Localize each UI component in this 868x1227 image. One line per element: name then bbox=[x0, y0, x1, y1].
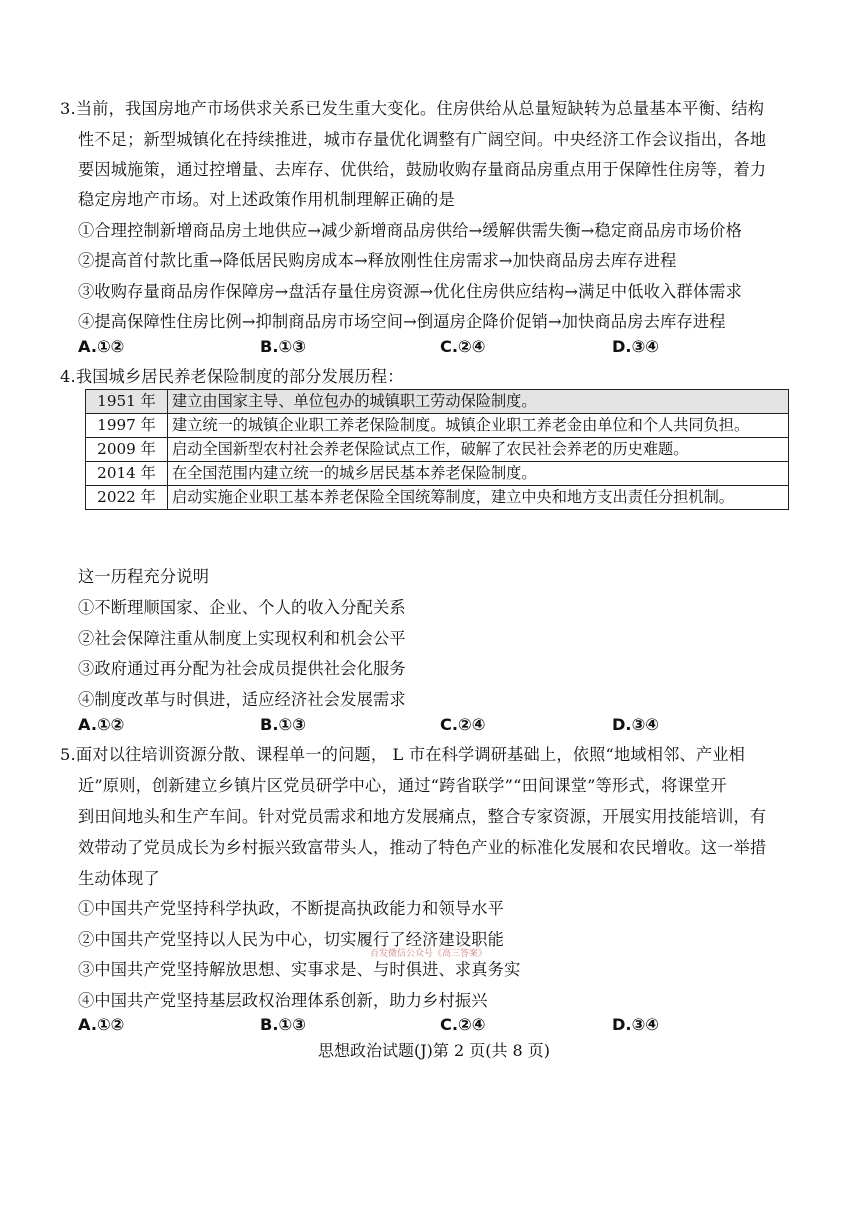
table-row bbox=[86, 462, 789, 486]
table-text: 建立由国家主导、单位包办的城镇职工劳动保险制度。 bbox=[168, 390, 789, 414]
table-row bbox=[86, 390, 789, 414]
q4-prompt: 这一历程充分说明 bbox=[78, 567, 210, 586]
q5-option-3: ③中国共产党坚持解放思想、实事求是、与时俱进、求真务实 bbox=[78, 960, 521, 979]
table-row bbox=[86, 414, 789, 438]
q5-option-1: ①中国共产党坚持科学执政，不断提高执政能力和领导水平 bbox=[78, 899, 505, 918]
table-row bbox=[86, 438, 789, 462]
q4-option-1: ①不断理顺国家、企业、个人的收入分配关系 bbox=[78, 598, 406, 617]
q3-choice-b: B.①③ bbox=[260, 337, 306, 356]
table-year: 2009 年 bbox=[86, 438, 168, 462]
q3-option-4: ④提高保障性住房比例→抑制商品房市场空间→倒逼房企降价促销→加快商品房去库存进程 bbox=[78, 312, 726, 331]
q4-choice-d: D.③④ bbox=[612, 715, 659, 734]
q4-choice-c: C.②④ bbox=[440, 715, 486, 734]
q5-choice-d: D.③④ bbox=[612, 1015, 659, 1034]
q3-option-1: ①合理控制新增商品房土地供应→减少新增商品房供给→缓解供需失衡→稳定商品房市场价格 bbox=[78, 221, 743, 240]
q5-stem-line-2: 近”原则，创新建立乡镇片区党员研学中心，通过“跨省联学”“田间课堂”等形式，将课堂开 bbox=[78, 776, 727, 795]
q5-choice-b: B.①③ bbox=[260, 1015, 306, 1034]
page-footer: 思想政治试题(J)第 2 页(共 8 页) bbox=[317, 1041, 551, 1060]
q5-stem-line-5: 生动体现了 bbox=[78, 869, 160, 888]
q3-choice-a: A.①② bbox=[78, 337, 125, 356]
q3-choice-d: D.③④ bbox=[612, 337, 659, 356]
q4-choice-b: B.①③ bbox=[260, 715, 306, 734]
q5-choice-c: C.②④ bbox=[440, 1015, 486, 1034]
table-year: 2014 年 bbox=[86, 462, 168, 486]
q3-stem-line-4: 稳定房地产市场。对上述政策作用机制理解正确的是 bbox=[78, 190, 455, 209]
table-text: 启动实施企业职工基本养老保险全国统筹制度，建立中央和地方支出责任分担机制。 bbox=[168, 486, 789, 510]
q4-choice-a: A.①② bbox=[78, 715, 125, 734]
q4-stem: 4.我国城乡居民养老保险制度的部分发展历程： bbox=[60, 367, 404, 386]
table-text: 在全国范围内建立统一的城乡居民基本养老保险制度。 bbox=[168, 462, 789, 486]
table-year: 1951 年 bbox=[86, 390, 168, 414]
table-year: 1997 年 bbox=[86, 414, 168, 438]
q5-stem-line-1: 5.面对以往培训资源分散、课程单一的问题， L 市在科学调研基础上，依照“地域相邻、产业相 bbox=[60, 745, 746, 764]
q5-option-4: ④中国共产党坚持基层政权治理体系创新，助力乡村振兴 bbox=[78, 991, 488, 1010]
q3-option-3: ③收购存量商品房作保障房→盘活存量住房资源→优化住房供应结构→满足中低收入群体需求 bbox=[78, 282, 743, 301]
watermark: 百发微信公众号《高三答案》 bbox=[370, 949, 488, 959]
q3-choice-c: C.②④ bbox=[440, 337, 486, 356]
q5-option-2: ②中国共产党坚持以人民为中心，切实履行了经济建设职能 bbox=[78, 930, 505, 949]
table-row bbox=[86, 486, 789, 510]
q3-stem-line-1: 3.当前，我国房地产市场供求关系已发生重大变化。住房供给从总量短缺转为总量基本平衡、结构 bbox=[60, 99, 765, 118]
table-text: 建立统一的城镇企业职工养老保险制度。城镇企业职工养老金由单位和个人共同负担。 bbox=[168, 414, 789, 438]
q3-stem-line-2: 性不足；新型城镇化在持续推进，城市存量优化调整有广阔空间。中央经济工作会议指出，各地 bbox=[78, 130, 767, 149]
q5-choice-a: A.①② bbox=[78, 1015, 125, 1034]
q5-stem-line-3: 到田间地头和生产车间。针对党员需求和地方发展痛点，整合专家资源，开展实用技能培训，有 bbox=[78, 807, 767, 826]
q3-option-2: ②提高首付款比重→降低居民购房成本→释放刚性住房需求→加快商品房去库存进程 bbox=[78, 251, 677, 270]
table-text: 启动全国新型农村社会养老保险试点工作，破解了农民社会养老的历史难题。 bbox=[168, 438, 789, 462]
q4-option-3: ③政府通过再分配为社会成员提供社会化服务 bbox=[78, 659, 406, 678]
q4-option-2: ②社会保障注重从制度上实现权利和机会公平 bbox=[78, 629, 406, 648]
q5-stem-line-4: 效带动了党员成长为乡村振兴致富带头人，推动了特色产业的标准化发展和农民增收。这一举措 bbox=[78, 838, 767, 857]
table-year: 2022 年 bbox=[86, 486, 168, 510]
q4-option-4: ④制度改革与时俱进，适应经济社会发展需求 bbox=[78, 690, 406, 709]
q3-stem-line-3: 要因城施策，通过控增量、去库存、优供给，鼓励收购存量商品房重点用于保障性住房等，着力 bbox=[78, 160, 767, 179]
pension-history-table bbox=[85, 389, 789, 510]
